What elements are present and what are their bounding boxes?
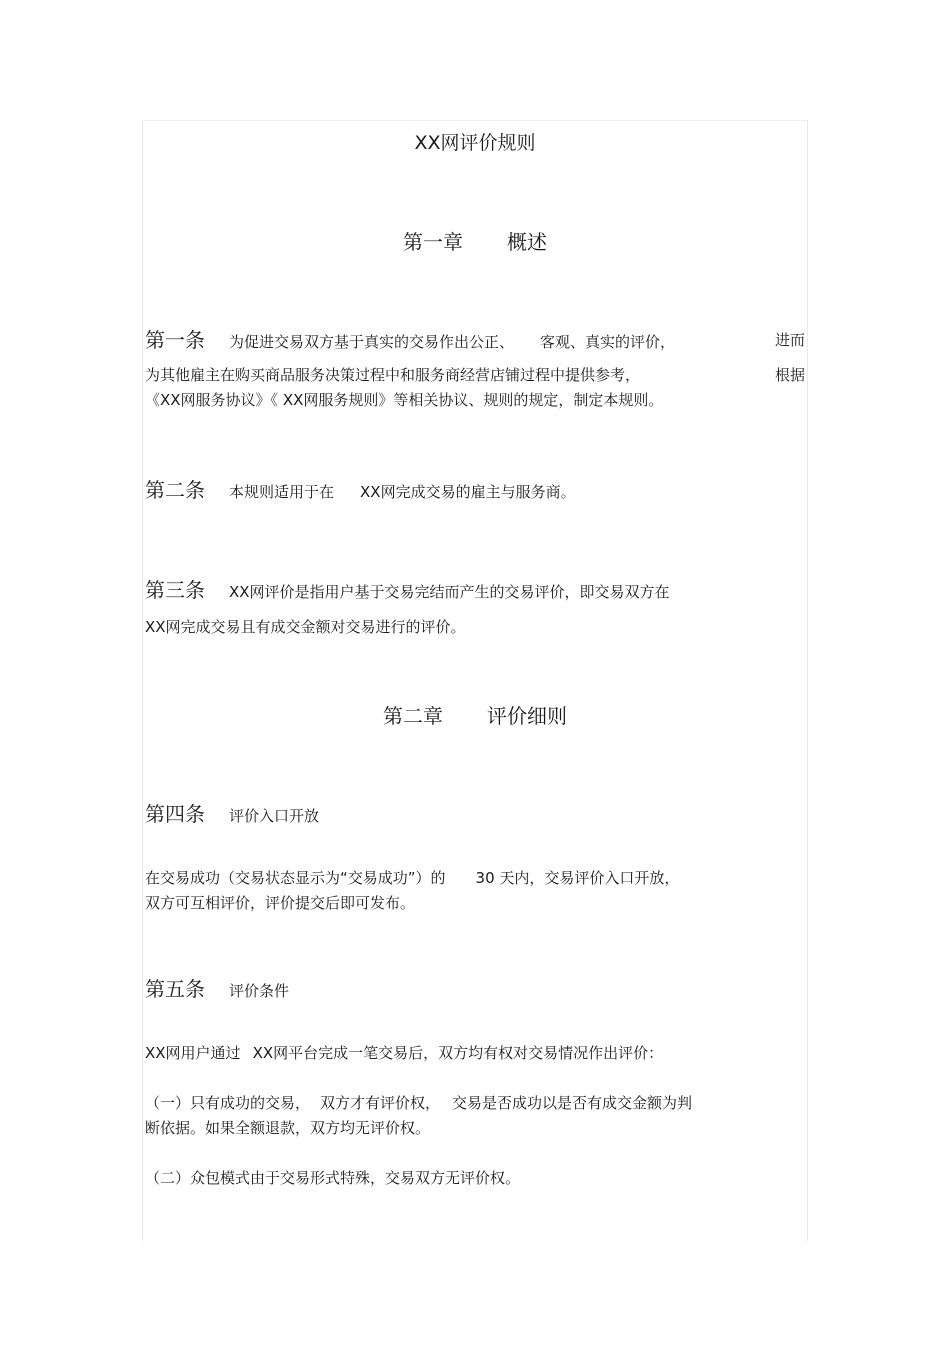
article-number: 第一条 (145, 328, 205, 352)
article-4-heading (145, 802, 805, 829)
article-text: 本规则适用于在 (229, 483, 335, 501)
article-number: 第二条 (145, 478, 205, 502)
article-text: （一）只有成功的交易， (145, 1094, 311, 1112)
article-text: 进而 (774, 331, 805, 349)
article-3-line-1 (145, 578, 805, 605)
article-number: 第五条 (145, 977, 205, 1001)
chapter-title: 评价细则 (487, 704, 567, 728)
chapter-heading (143, 229, 807, 255)
chapter-number: 第一章 (403, 230, 463, 254)
article-4-line-2: 双方可互相评价，评价提交后即可发布。 (145, 894, 416, 912)
article-text: 客观、真实的评价， (540, 333, 676, 351)
article-text: 在交易成功（交易状态显示为“交易成功”）的 (145, 869, 446, 887)
article-5-item-2: （二）众包模式由于交易形式特殊，交易双方无评价权。 (145, 1169, 521, 1187)
article-text: 双方才有评价权， (320, 1094, 441, 1112)
article-text: 为促进交易双方基于真实的交易作出公正、 (229, 333, 515, 351)
article-text: 为其他雇主在购买商品服务决策过程中和服务商经营店铺过程中提供参考， (145, 366, 641, 384)
article-text: 根据 (774, 366, 805, 384)
article-2 (145, 478, 805, 505)
article-1 (145, 328, 805, 413)
article-heading: 评价条件 (229, 982, 290, 1000)
article-number: 第三条 (145, 578, 205, 602)
article-3 (145, 578, 805, 640)
chapter-number: 第二章 (383, 704, 443, 728)
article-1-line-1 (145, 328, 805, 355)
document-title: XX网评价规则 (414, 132, 536, 154)
article-5-item-1-line-2: 断依据。如果全额退款，双方均无评价权。 (145, 1119, 431, 1137)
article-text: 30 天内，交易评价入口开放， (475, 869, 680, 887)
article-5-item-1-line-1 (145, 1091, 805, 1116)
chapter-title: 概述 (507, 230, 547, 254)
document-page (142, 120, 808, 1241)
article-4-line-1 (145, 866, 805, 891)
article-5-heading (145, 977, 805, 1004)
article-5-intro (145, 1041, 805, 1066)
article-text: 交易是否成功以是否有成交金额为判 (452, 1094, 693, 1112)
article-heading: 评价入口开放 (229, 807, 320, 825)
article-text: XX网评价是指用户基于交易完结而产生的交易评价，即交易双方在 (229, 583, 670, 601)
article-3-line-2: XX网完成交易且有成交金额对交易进行的评价。 (145, 618, 466, 636)
article-text: XX网用户通过 (145, 1044, 241, 1062)
article-5-item-1 (145, 1091, 805, 1141)
article-1-line-3: 《XX网服务协议》《 XX网服务规则》等相关协议、规则的规定，制定本规则。 (145, 391, 664, 409)
chapter-heading (143, 703, 807, 729)
article-number: 第四条 (145, 802, 205, 826)
article-1-line-2 (145, 363, 805, 388)
article-text: XX网平台完成一笔交易后，双方均有权对交易情况作出评价： (252, 1044, 664, 1062)
article-text: XX网完成交易的雇主与服务商。 (360, 483, 576, 501)
article-4-body (145, 866, 805, 916)
